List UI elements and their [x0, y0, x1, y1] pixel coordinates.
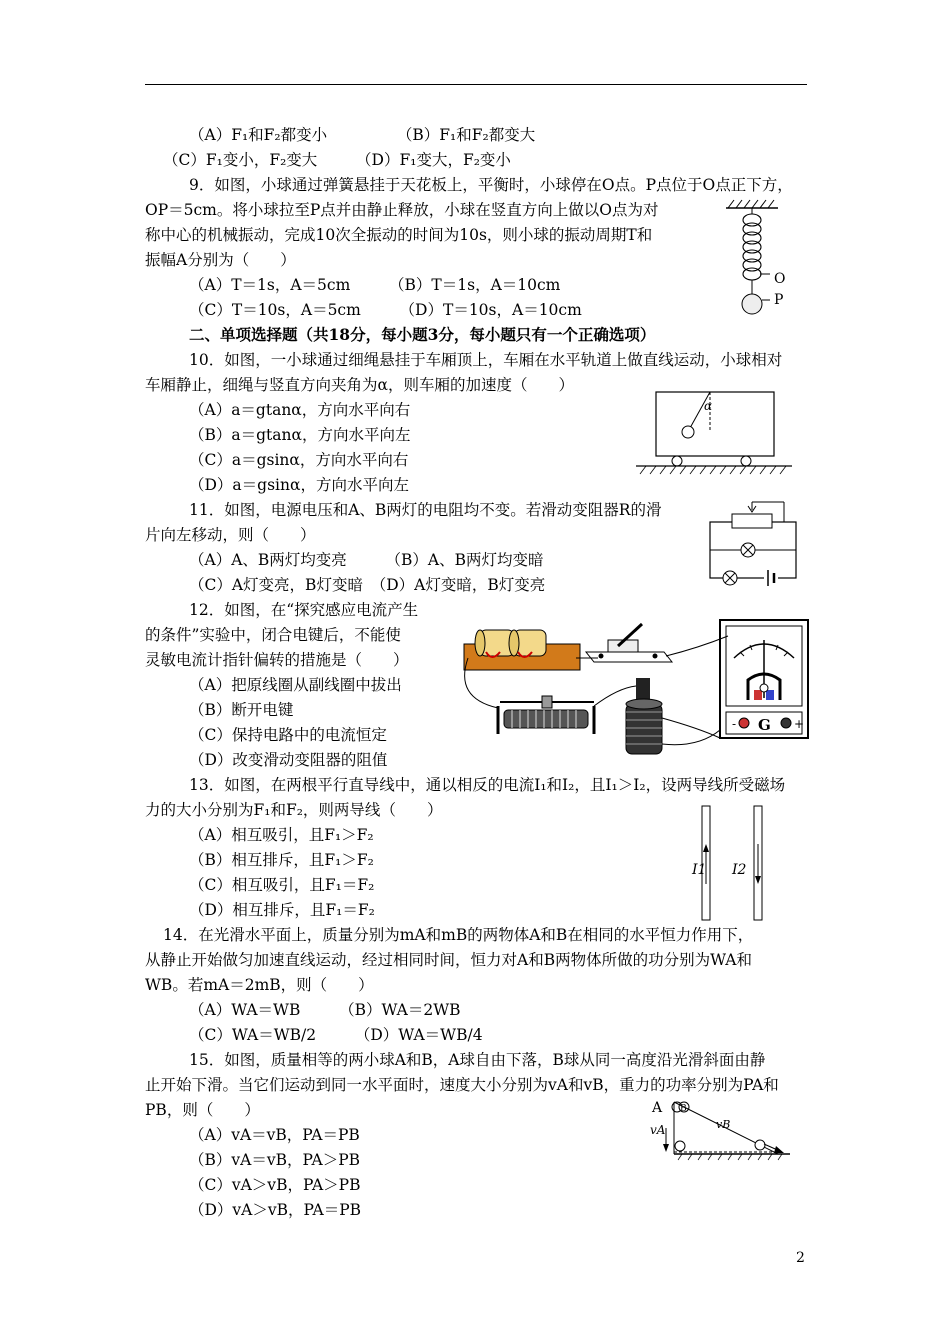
label-I2: I2 [732, 862, 747, 878]
label-vA: vA [650, 1123, 666, 1137]
q10-option-a: （A）a＝gtanα，方向水平向右 [189, 401, 411, 419]
q11-stem-line1: 11．如图，电源电压和A、B两灯的电阻均不变。若滑动变阻器R的滑 [189, 501, 662, 519]
q9-stem-line1: 9．如图，小球通过弹簧悬挂于天花板上，平衡时，小球停在O点。P点位于O点正下方， [189, 176, 793, 194]
q13-stem-line1: 13．如图，在两根平行直导线中，通以相反的电流I₁和I₂，且I₁＞I₂，设两导线所受磁场 [189, 776, 786, 794]
q9-options-cd: （C）T＝10s，A＝5cm （D）T＝10s，A＝10cm [189, 301, 582, 319]
label-I1: I1 [692, 862, 707, 878]
q10-option-d: （D）a＝gsinα，方向水平向左 [189, 476, 409, 494]
cart-pendulum-figure [634, 388, 794, 476]
q13-option-c: （C）相互吸引，且F₁＝F₂ [189, 876, 375, 894]
label-A: A [652, 1100, 663, 1116]
q10-option-b: （B）a＝gtanα，方向水平向左 [189, 426, 411, 444]
q9-options-ab: （A）T＝1s，A＝5cm （B）T＝1s，A＝10cm [189, 276, 561, 294]
q14-stem-line2: 从静止开始做匀加速直线运动，经过相同时间，恒力对A和B两物体所做的功分别为WA和 [145, 951, 752, 969]
q12-option-a: （A）把原线圈从副线圈中拔出 [189, 676, 402, 694]
q13-option-b: （B）相互排斥，且F₁＞F₂ [189, 851, 374, 869]
header-rule [145, 84, 807, 85]
q12-stem-line1: 12．如图，在“探究感应电流产生 [189, 601, 419, 619]
q13-stem-line2: 力的大小分别为F₁和F₂，则两导线（ ） [145, 801, 443, 819]
label-P: P [774, 292, 784, 308]
parallel-wires-figure [692, 804, 772, 922]
q15-stem-line2: 止开始下滑。当它们运动到同一水平面时，速度大小分别为vA和vB，重力的功率分别为PA和 [145, 1076, 779, 1094]
q10-stem-line2: 车厢静止，细绳与竖直方向夹角为α，则车厢的加速度（ ） [145, 376, 574, 394]
galvanometer-G-label: G [758, 716, 771, 734]
q13-option-d: （D）相互排斥，且F₁＝F₂ [189, 901, 375, 919]
page-number: 2 [796, 1250, 805, 1266]
q11-options-ab: （A）A、B两灯均变亮 （B）A、B两灯均变暗 [189, 551, 544, 569]
q15-option-d: （D）vA＞vB，PA＝PB [189, 1201, 362, 1219]
q13-option-a: （A）相互吸引，且F₁＞F₂ [189, 826, 374, 844]
q9-stem-line4: 振幅A分别为（ ） [145, 251, 296, 269]
q15-option-a: （A）vA＝vB，PA＝PB [189, 1126, 360, 1144]
q14-stem-line3: WB。若mA＝2mB，则（ ） [145, 976, 374, 994]
q14-stem-line1: 14．在光滑水平面上，质量分别为mA和mB的两物体A和B在相同的水平恒力作用下， [163, 926, 754, 944]
label-alpha: α [704, 399, 713, 413]
q8-options-ab: （A）F₁和F₂都变小 （B）F₁和F₂都变大 [189, 126, 536, 144]
galv-plus-label: + [794, 717, 805, 731]
q9-stem-line3: 称中心的机械振动，完成10次全振动的时间为10s，则小球的振动周期T和 [145, 226, 653, 244]
q14-options-ab: （A）WA＝WB （B）WA＝2WB [189, 1001, 461, 1019]
q8-options-cd: （C）F₁变小，F₂变大 （D）F₁变大，F₂变小 [163, 151, 511, 169]
label-vB: vB [716, 1118, 731, 1131]
q15-stem-line1: 15．如图，质量相等的两小球A和B，A球自由下落，B球从同一高度沿光滑斜面由静 [189, 1051, 766, 1069]
q10-stem-line1: 10．如图，一小球通过细绳悬挂于车厢顶上，车厢在水平轨道上做直线运动，小球相对 [189, 351, 783, 369]
q15-option-b: （B）vA＝vB，PA＞PB [189, 1151, 361, 1169]
section-title: 二、单项选择题（共18分，每小题3分，每小题只有一个正确选项） [189, 325, 656, 344]
label-O: O [774, 271, 786, 287]
spring-oscillator-figure [718, 196, 798, 320]
q12-stem-line3: 灵敏电流计指针偏转的措施是（ ） [145, 651, 409, 669]
q15-stem-line3: PB，则（ ） [145, 1101, 260, 1119]
q12-option-b: （B）断开电键 [189, 701, 294, 719]
q12-option-c: （C）保持电路中的电流恒定 [189, 726, 387, 744]
galv-minus-label: - [732, 717, 737, 731]
q15-option-c: （C）vA＞vB，PA＞PB [189, 1176, 361, 1194]
q12-option-d: （D）改变滑动变阻器的阻值 [189, 751, 388, 769]
q10-option-c: （C）a＝gsinα，方向水平向右 [189, 451, 409, 469]
label-B: B [680, 1104, 687, 1114]
q11-options-cd: （C）A灯变亮，B灯变暗 （D）A灯变暗，B灯变亮 [189, 576, 546, 594]
circuit-figure [704, 498, 800, 582]
q11-stem-line2: 片向左移动，则（ ） [145, 526, 316, 544]
q12-stem-line2: 的条件”实验中，闭合电键后，不能使 [145, 626, 401, 644]
induction-apparatus-figure [458, 618, 810, 764]
q14-options-cd: （C）WA＝WB/2 （D）WA＝WB/4 [189, 1026, 483, 1044]
incline-figure [650, 1098, 794, 1168]
q9-stem-line2: OP＝5cm。将小球拉至P点并由静止释放，小球在竖直方向上做以O点为对 [145, 201, 659, 219]
